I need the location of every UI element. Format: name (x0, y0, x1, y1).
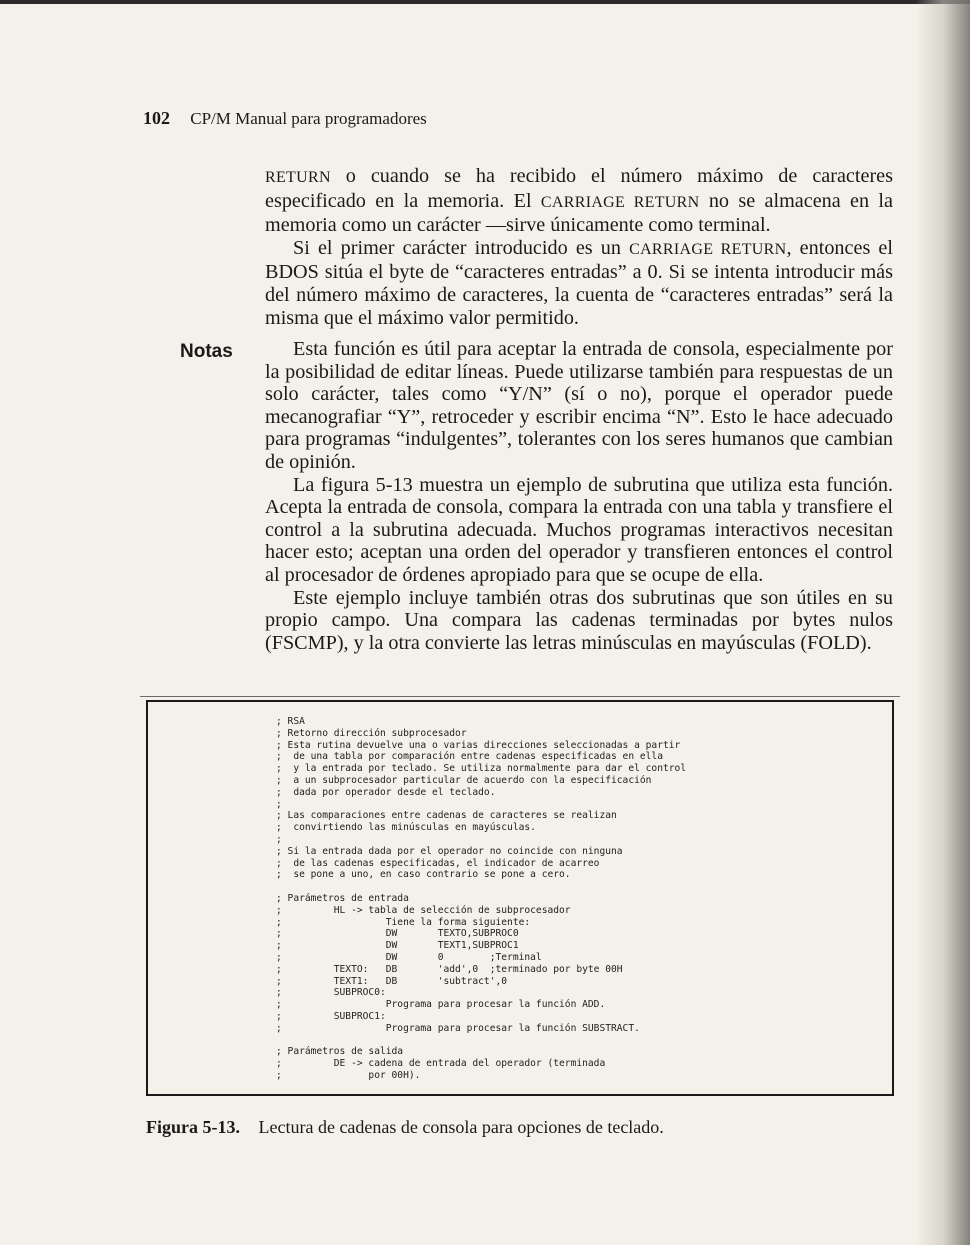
paragraph: La figura 5-13 muestra un ejemplo de subrutina que utiliza esta función. Acepta la entrada de consola, compara la entrada con una tabla y transfiere el control a la subrutina adecuada. Muchos programas interactivos necesitan hacer esto; aceptan una orden del operador y transfieren entonces el control al procesador de órdenes apropiado para que se ocupe de ella. (265, 473, 893, 586)
running-title: CP/M Manual para programadores (190, 109, 427, 128)
intro-text-block (265, 165, 893, 329)
code-listing-figure (146, 700, 894, 1096)
paragraph-text: , entonces el BDOS sitúa el byte de “caracteres entradas” a 0. Si se intenta introducir más del número máximo de caracteres, la cuenta de “caracteres entradas” será la misma que el máximo valor permitido. (265, 236, 893, 329)
code-listing: ; RSA ; Retorno dirección subprocesador ; Esta rutina devuelve una o varias direcciones seleccionadas a partir ; de una tabla por comparación entre cadenas especificadas en ella ; y la entrada por teclado. Se utiliza normalmente para dar el control ; a un subprocesador particular de acuerdo con la especificación ; dada por operador desde el teclado. ; ; Las comparaciones entre cadenas de caracteres se realizan ; convirtiendo las minúsculas en mayúsculas. ; ; Si la entrada dada por el operador no coincide con ninguna ; de las cadenas especificadas, el indicador de acarreo ; se pone a uno, en caso contrario se pone a cero. ; Parámetros de entrada ; HL -> tabla de selección de subprocesador ; Tiene la forma siguiente: ; DW TEXTO,SUBPROC0 ; DW TEXT1,SUBPROC1 ; DW 0 ;Terminal ; TEXTO: DB 'add',0 ;terminado por byte 00H ; TEXT1: DB 'subtract',0 ; SUBPROC0: ; Programa para procesar la función ADD. ; SUBPROC1: ; Programa para procesar la función SUBSTRACT. ; Parámetros de salida ; DE -> cadena de entrada del operador (terminada ; por 00H). (276, 716, 687, 1081)
figure-caption (146, 1117, 664, 1138)
small-caps-term: RETURN (265, 169, 331, 186)
caption-text: Lectura de cadenas de consola para opciones de teclado. (258, 1117, 664, 1137)
small-caps-term: CARRIAGE RETURN (629, 240, 787, 258)
paragraph-text: Si el primer carácter introducido es un (293, 236, 630, 259)
figure-top-rule (140, 696, 900, 697)
small-caps-term: CARRIAGE RETURN (540, 193, 700, 211)
running-header (143, 108, 427, 129)
paragraph-text: no se almacena en la memoria como un carácter —sirve únicamente como terminal. (265, 189, 894, 237)
book-spine-shadow (915, 0, 970, 1245)
page-number: 102 (143, 108, 170, 128)
notes-text-block (265, 338, 893, 654)
caption-label: Figura 5-13. (146, 1117, 240, 1137)
paragraph-text: o cuando se ha recibido el número máximo de caracteres especificado en la memoria. El (265, 165, 893, 212)
section-label-notas: Notas (180, 341, 233, 362)
paragraph (265, 237, 893, 329)
paragraph: Este ejemplo incluye también otras dos subrutinas que son útiles en su propio campo. Una compara las cadenas terminadas por bytes nulos (FSCMP), y la otra convierte las letras minúsculas en mayúsculas (FOLD). (265, 586, 893, 654)
page-top-edge (0, 0, 970, 4)
paragraph: Esta función es útil para aceptar la entrada de consola, especialmente por la posibilidad de editar líneas. Puede utilizarse también para respuestas de un solo carácter, tales como “Y/N” (sí o no), porque el operador puede mecanografiar “Y”, retroceder y escribir encima “N”. Esto le hace adecuado para programas “indulgentes”, tolerantes con los seres humanos que cambian de opinión. (265, 338, 893, 473)
paragraph (265, 165, 893, 237)
